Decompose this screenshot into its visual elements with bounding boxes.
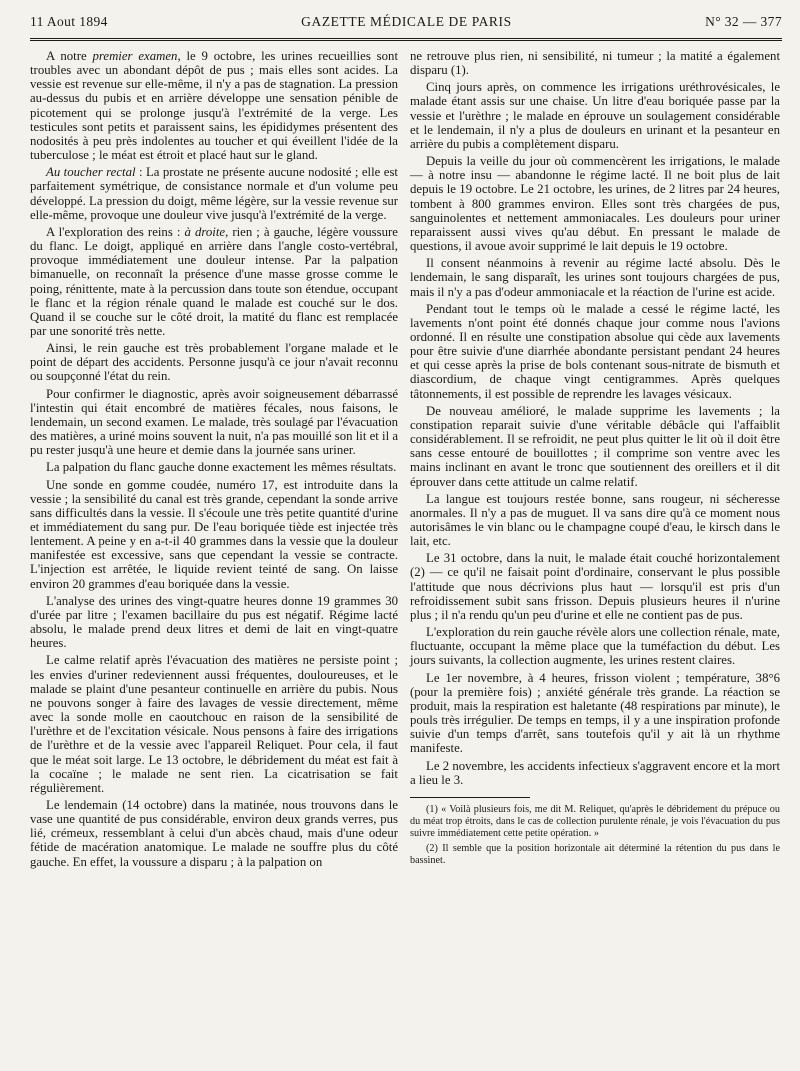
paragraph [410, 256, 780, 298]
paragraph-text: A l'exploration des reins : [46, 224, 185, 239]
paragraph [30, 798, 398, 869]
paragraph-text: Une sonde en gomme coudée, numéro 17, est introduite dans la vessie ; la sensibilité du canal est très grande, cependant la sonde arrive sans difficultés dans la vessie. Il s'écoule une très petite quantité d'urine et immédiatement du sang pur. De l'eau boriquée tiède est injectée très lentement. A peine y en a-t-il 40 grammes dans la vessie que la douleur manifestée est excessive, sans que cependant la vessie se contracte. L'injection est arrêtée, le liquide revient teinté de sang. On laisse environ 20 grammes d'eau boriquée dans la vessie. [30, 477, 398, 591]
footnote-rule [410, 797, 530, 798]
paragraph [410, 80, 780, 151]
paragraph [30, 594, 398, 651]
paragraph-text: Il consent néanmoins à revenir au régime lacté absolu. Dès le lendemain, le sang disparaît, les urines sont toujours chargées de pus, mais il n'y a pas d'odeur ammoniacale et la réaction de l'urine est acide. [410, 256, 780, 299]
paragraph-text: Ainsi, le rein gauche est très probablement l'organe malade et le point de départ des accidents. Personne jusqu'à ce jour n'avait reconnu ou soupçonné l'état du rein. [30, 341, 398, 384]
paragraph-text: Pour confirmer le diagnostic, après avoir soigneusement débarrassé l'intestin qui était encombré de matières fécales, nous faisons, le lendemain, un second examen. Le malade, très soulagé par l'évacuation des matières, a uriné moins souvent la nuit, n'a pas mouillé son lit et il a pu rester jusqu'à une heure et demie dans la journée sans uriner. [30, 386, 399, 458]
paragraph [30, 460, 398, 474]
paragraph [30, 478, 398, 591]
article-columns [30, 49, 782, 1057]
paragraph [410, 492, 780, 549]
footnote: (2) Il semble que la position horizontale ait déterminé la rétention du pus dans le bassinet. [410, 842, 780, 866]
italic-phrase: premier examen [92, 49, 178, 63]
paragraph-text: La palpation du flanc gauche donne exactement les mêmes résultats. [46, 460, 397, 475]
paragraph [410, 302, 780, 401]
paragraph-text: , le 9 octobre, les urines recueillies sont troubles avec un abondant dépôt de pus ; mais elles sont acides. La vessie est revenue sur elle-même, il n'y a pas de stagnation. La pression au-dessus du pubis et en arrière développe une sensation pénible de picotement qui se prolonge jusqu'à l'extrémité de la verge. Les testicules sont petits et paraissent sains, les épididymes présentent des nodosités à peu près indolentes au toucher et qui éveillent l'idée de la tuberculose ; le méat est étroit et placé haut sur le gland. [30, 49, 399, 163]
paragraph [410, 551, 780, 622]
issue-date: 11 Aout 1894 [30, 14, 108, 29]
right-column [410, 49, 780, 870]
paragraph-text: De nouveau amélioré, le malade supprime les lavements ; la constipation reparait suivie d'une véritable débâcle qui l'affaiblit considérablement. Il se refroidit, ne peut plus quitter le lit où il doit être sans cesse entouré de bouillottes ; il comprime son ventre avec les mains inclinant en avant le tronc que soutiennent des oreillers et il dit éprouver dans cette attitude un calme relatif. [410, 403, 780, 489]
italic-phrase: à droite [184, 224, 226, 239]
paragraph [30, 165, 398, 222]
paragraph [410, 759, 780, 787]
paragraph [410, 154, 780, 253]
paragraph [410, 49, 780, 77]
italic-phrase: Au toucher rectal [46, 165, 136, 180]
header-rule [30, 38, 782, 41]
paragraph-text: : La prostate ne présente aucune nodosité ; elle est parfaitement symétrique, de consistance normale et d'un volume peu développé. La pression du doigt, même légère, sur la vessie revenue sur elle-même, provoque une douleur vive jusqu'à l'extrémité de la verge. [30, 165, 398, 222]
paragraph [410, 404, 780, 489]
paragraph-text: Le lendemain (14 octobre) dans la matinée, nous trouvons dans le vase une quantité de pus considérable, environ deux grands verres, pus lié, crémeux, ressemblant à celui d'un abcès chaud, mais d'une odeur fétide de macération anatomique. Le malade ne souffre plus du côté gauche. En effet, la voussure a disparu ; à la palpation on [30, 797, 398, 869]
paragraph [410, 625, 780, 667]
paragraph-text: , rien ; à gauche, légère voussure du flanc. Le doigt, appliqué en arrière dans l'angle costo-vertébral, provoque immédiatement une douleur intense. Par la palpation bimanuelle, on reconnaît la présence d'une masse grosse comme le poing, rénittente, mate à la percussion dans toute son étendue, occupant le flanc et la région rénale quand le malade est couché sur le dos. Quand il se couche sur le côté droit, la matité du flanc est remplacée par une sonorité très nette. [30, 224, 398, 338]
left-column [30, 49, 398, 872]
paragraph [30, 341, 398, 383]
paragraph-text: A notre [46, 49, 93, 63]
publication-title: GAZETTE MÉDICALE DE PARIS [301, 14, 512, 29]
paragraph-text: Le calme relatif après l'évacuation des matières ne persiste point ; les envies d'uriner redeviennent aussi fréquentes, douloureuses, et le malade se plaint d'une pesanteur continuelle en arrière du pubis. Nous ne pouvons songer à faire des lavages de vessie directement, même avec la sonde molle en caoutchouc en raison de la sensibilité de l'urèthre et de l'excitation vésicale. Nous pensons à faire des irrigations de l'urèthre et de la vessie avec l'appareil Reliquet. Pour cela, il faut que le méat soit large. Le 13 octobre, le débridement du méat est fait à la cocaïne ; le malade ne sent rien. La cicatrisation se fait régulièrement. [30, 653, 398, 795]
paragraph [410, 671, 780, 756]
paragraph-text: La langue est toujours restée bonne, sans rougeur, ni sécheresse anormales. Il n'y a pas de muguet. Il va sans dire qu'à ce moment nous autorisâmes le vin blanc ou le champagne coupé d'eau, le kirsch dans le lait, etc. [410, 491, 780, 549]
footnote: (1) « Voilà plusieurs fois, me dit M. Reliquet, qu'après le débridement du prépuce ou du méat trop étroits, dans le cas de collection purulente rénale, je vois l'évacuation du pus suivre immédiatement cette petite opération. » [410, 803, 780, 839]
paragraph-text: ne retrouve plus rien, ni sensibilité, ni tumeur ; la matité a également disparu (1). [410, 49, 780, 78]
paragraph-text: L'exploration du rein gauche révèle alors une collection rénale, mate, fluctuante, occupant la même place que la tuméfaction du début. Les jours suivants, la collection augmente, les urines restent claires. [410, 625, 780, 668]
right-column-body [410, 49, 780, 787]
paragraph-text: L'analyse des urines des vingt-quatre heures donne 19 grammes 30 d'urée par litre ; l'examen bacillaire du pus est négatif. Régime lacté absolu, le malade prend deux litres et demi de lait en vingt-quatre heures. [30, 593, 398, 651]
running-head [30, 14, 782, 36]
paragraph [30, 387, 398, 458]
issue-page-number: N° 32 — 377 [705, 14, 782, 29]
paragraph-text: Depuis la veille du jour où commencèrent les irrigations, le malade — à notre insu — abandonne le régime lacté. Il ne boit plus de lait depuis le 19 octobre. Le 21 octobre, les urines, de 2 litres par 24 heures, tombent à 800 grammes environ. Elles sont très chargées de pus, sanguinolentes et nettement ammoniacales. Les douleurs pour uriner reparaissent aussi vives qu'au début. En pressant le malade de questions, il avoue avoir supprimé le lait depuis le 19 octobre. [410, 154, 780, 254]
paragraph-text: Le 2 novembre, les accidents infectieux s'aggravent encore et la mort a lieu le 3. [410, 758, 780, 787]
paragraph-text: Cinq jours après, on commence les irrigations uréthrovésicales, le malade étant assis sur une chaise. Un litre d'eau boriquée passe par la vessie et l'urèthre ; le malade en éprouve un soulagement considérable et le lendemain, il n'y a plus de douleurs en urinant et la pesanteur en arrière du pubis a complètement disparu. [410, 80, 780, 151]
paragraph-text: Le 1er novembre, à 4 heures, frisson violent ; température, 38°6 (pour la première fois) ; anxiété générale très grande. La réaction se produit, mais la respiration est haletante (48 respirations par minute), le pouls très irrégulier. De temps en temps, il y a une inspiration profonde suivie d'un temps d'arrêt, sans toutefois qu'il y ait là un rhythme manifeste. [410, 670, 780, 756]
paragraph-text: Le 31 octobre, dans la nuit, le malade était couché horizontalement (2) — ce qu'il ne faisait point d'ordinaire, conservant le plus possible l'attitude que nous décrivions plus haut — lorsqu'il est pris d'un refroidissement subit sans frisson. Depuis plusieurs heures il n'urine plus ; il n'a rendu qu'un peu d'urine et elle ne contient pas de pus. [410, 551, 780, 622]
paragraph [30, 225, 398, 338]
paragraph-text: Pendant tout le temps où le malade a cessé le régime lacté, les lavements n'ont point été donnés chaque jour comme nous l'avions ordonné. Il en résulte une constipation absolue qui cède aux lavements pour être suivie d'une diarrhée abondante persistant pendant 24 heures et qui cesse après la prise de bols contenant sous-nitrate de bismuth et diascordium, de chaque vingt centigrammes. Après quelques tâtonnements, il est possible de reprendre les lavages vésicaux. [410, 301, 780, 401]
footnotes [410, 804, 780, 867]
paragraph [30, 49, 398, 162]
paragraph [30, 653, 398, 795]
